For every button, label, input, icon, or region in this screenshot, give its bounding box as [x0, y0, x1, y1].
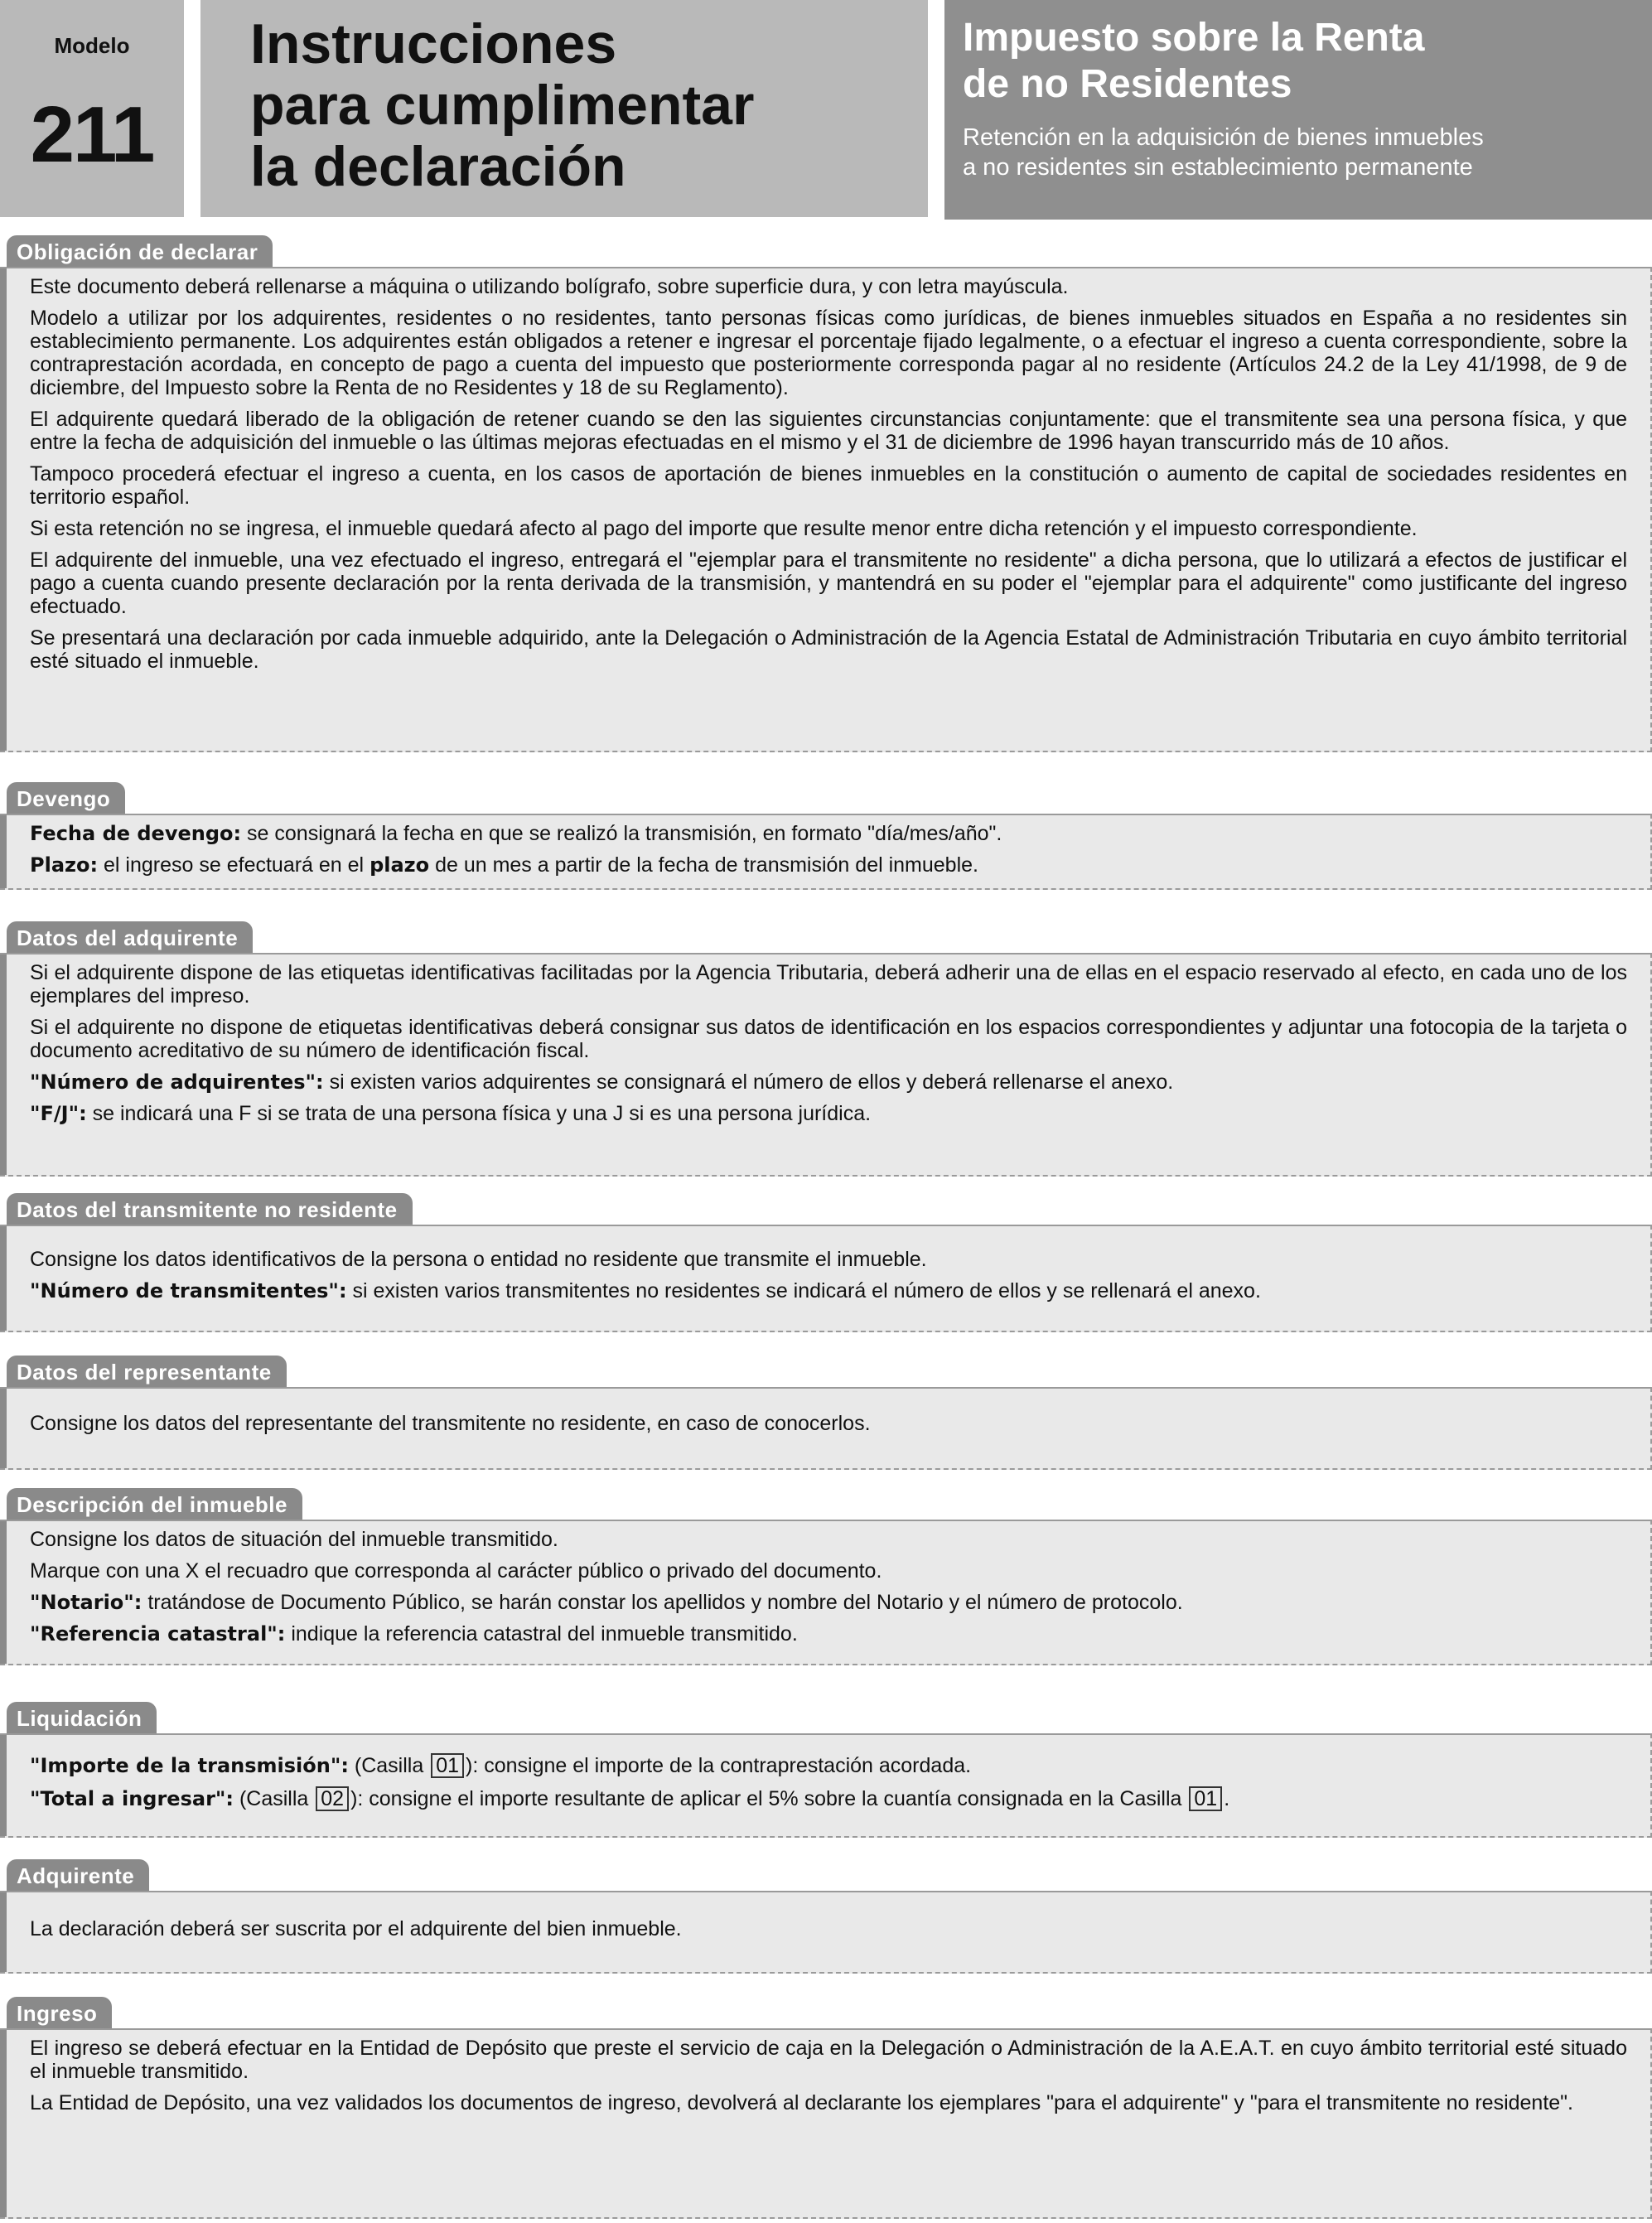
importe-row [30, 1753, 1627, 1778]
section-body [0, 1733, 1652, 1838]
paragraph: Consigne los datos identificativos de la persona o entidad no residente que transmite el inmueble. [30, 1248, 927, 1271]
tax-title [963, 15, 1424, 108]
field-text: ): consigne el importe de la contraprestación acordada. [466, 1754, 972, 1777]
field-label: "F/J": [30, 1102, 87, 1125]
field-text: si existen varios adquirentes se consignará el número de ellos y deberá rellenarse el anexo. [323, 1070, 1174, 1094]
devengo-fecha-row [30, 822, 1627, 845]
section-body [0, 1891, 1652, 1974]
field-label: Plazo: [30, 853, 99, 877]
section-body [0, 1225, 1652, 1332]
paragraph: Consigne los datos del representante del transmitente no residente, en caso de conocerlos. [30, 1412, 871, 1435]
section-title: Liquidación [7, 1702, 157, 1735]
section-title: Datos del representante [7, 1356, 287, 1389]
section-body [0, 953, 1652, 1177]
devengo-plazo-row [30, 853, 1627, 877]
title-line: para cumplimentar [250, 74, 755, 137]
field-text: se indicará una F si se trata de una persona física y una J si es una persona jurídica. [86, 1102, 872, 1125]
field-label: "Número de transmitentes": [30, 1279, 347, 1302]
casilla-01-box: 01 [431, 1753, 464, 1778]
title-line: Instrucciones [250, 12, 617, 75]
fj-row [30, 1102, 1627, 1125]
field-label: Fecha de devengo: [30, 822, 242, 845]
tax-subtitle-line: Retención en la adquisición de bienes inmuebles [963, 124, 1484, 151]
section-title: Ingreso [7, 1997, 112, 2030]
section-title: Adquirente [7, 1859, 149, 1892]
section-title: Datos del transmitente no residente [7, 1193, 413, 1226]
num-adquirentes-row [30, 1070, 1627, 1094]
paragraph: La Entidad de Depósito, una vez validados los documentos de ingreso, devolverá al declarante los ejemplares "para el adquirente" y "para el transmitente no residente". [30, 2091, 1574, 2114]
field-text: de un mes a partir de la fecha de transmisión del inmueble. [429, 853, 978, 877]
paragraph: Marque con una X el recuadro que corresponda al carácter público o privado del documento. [30, 1559, 882, 1583]
tax-title-line: Impuesto sobre la Renta [963, 16, 1425, 60]
notario-row [30, 1591, 1627, 1614]
field-label: "Total a ingresar": [30, 1787, 234, 1810]
field-text: se consignará la fecha en que se realizó la transmisión, en formato "día/mes/año". [241, 822, 1002, 845]
paragraph: El adquirente del inmueble, una vez efectuado el ingreso, entregará el "ejemplar para el transmitente no residente" a dicha persona, que lo utilizará a efectos de justificar el pago a cuenta cuando presente declaración por la renta derivada de la transmisión, y mantendrá en su poder el "ejemplar para el adquirente" como justificante del ingreso efectuado. [30, 549, 1627, 618]
casilla-01-box: 01 [1189, 1786, 1222, 1811]
field-text: . [1224, 1787, 1230, 1810]
field-label: "Referencia catastral": [30, 1622, 286, 1646]
title-line: la declaración [250, 135, 626, 198]
section-title: Datos del adquirente [7, 921, 253, 954]
total-row [30, 1786, 1627, 1811]
field-text: ): consigne el importe resultante de aplicar el 5% sobre la cuantía consignada en la Casilla [350, 1787, 1188, 1810]
field-text: tratándose de Documento Público, se harán constar los apellidos y nombre del Notario y el número de protocolo. [142, 1591, 1183, 1614]
model-box [0, 0, 184, 217]
paragraph: Modelo a utilizar por los adquirentes, residentes o no residentes, tanto personas físicas como jurídicas, de bienes inmuebles situados en España a no residentes sin establecimiento permanente. Los adquirentes están obligados a retener e ingresar el porcentaje fijado legalmente, o a efectuar el ingreso a cuenta correspondiente, sobre la contraprestación acordada, en concepto de pago a cuenta del impuesto que posteriormente corresponda pagar al no residente (Artículos 24.2 de la Ley 41/1998, de 9 de diciembre, del Impuesto sobre la Renta de no Residentes y 18 de su Reglamento). [30, 307, 1627, 399]
paragraph: La declaración deberá ser suscrita por el adquirente del bien inmueble. [30, 1917, 682, 1940]
section-body [0, 267, 1652, 752]
paragraph: El adquirente quedará liberado de la obligación de retener cuando se den las siguientes circunstancias conjuntamente: que el transmitente sea una persona física, y que entre la fecha de adquisición del inmueble o las últimas mejoras efectuadas en el mismo y el 31 de diciembre de 1996 hayan transcurrido más de 10 años. [30, 408, 1627, 454]
page-title [250, 13, 754, 197]
tax-subtitle-line: a no residentes sin establecimiento permanente [963, 154, 1473, 181]
field-label: "Importe de la transmisión": [30, 1754, 349, 1777]
page-header [0, 0, 1652, 220]
ref-catastral-row [30, 1622, 1627, 1646]
paragraph: Se presentará una declaración por cada inmueble adquirido, ante la Delegación o Administración de la Agencia Estatal de Administración Tributaria en cuyo ámbito territorial esté situado el inmueble. [30, 626, 1627, 673]
paragraph: Si el adquirente no dispone de etiquetas identificativas deberá consignar sus datos de identificación en los espacios correspondientes y adjuntar una fotocopia de la tarjeta o documento acreditativo de su número de identificación fiscal. [30, 1016, 1627, 1062]
paragraph: Este documento deberá rellenarse a máquina o utilizando bolígrafo, sobre superficie dura, y con letra mayúscula. [30, 275, 1069, 298]
modelo-number: 211 [30, 90, 154, 179]
field-text: indique la referencia catastral del inmueble transmitido. [285, 1622, 798, 1646]
section-body [0, 1520, 1652, 1665]
paragraph: Tampoco procederá efectuar el ingreso a cuenta, en los casos de aportación de bienes inmuebles en la constitución o aumento de capital de sociedades residentes en territorio español. [30, 462, 1627, 509]
field-text: (Casilla [234, 1787, 315, 1810]
section-title: Descripción del inmueble [7, 1488, 302, 1521]
field-label: "Notario": [30, 1591, 142, 1614]
section-title: Devengo [7, 782, 125, 815]
section-body [0, 1387, 1652, 1470]
tax-subtitle [963, 123, 1484, 182]
num-transmitentes-row [30, 1279, 1627, 1302]
bold-word: plazo [370, 853, 430, 877]
modelo-label: Modelo [54, 33, 130, 58]
title-box [200, 0, 928, 217]
field-label: "Número de adquirentes": [30, 1070, 324, 1094]
section-body [0, 814, 1652, 890]
paragraph: Consigne los datos de situación del inmueble transmitido. [30, 1528, 558, 1551]
paragraph: Si el adquirente dispone de las etiquetas identificativas facilitadas por la Agencia Tributaria, deberá adherir una de ellas en el espacio reservado al efecto, en cada uno de los ejemplares del impreso. [30, 961, 1627, 1008]
paragraph: Si esta retención no se ingresa, el inmueble quedará afecto al pago del importe que resulte menor entre dicha retención y el impuesto correspondiente. [30, 517, 1418, 540]
field-text: si existen varios transmitentes no residentes se indicará el número de ellos y se rellenará el anexo. [346, 1279, 1261, 1302]
paragraph: El ingreso se deberá efectuar en la Entidad de Depósito que preste el servicio de caja en la Delegación o Administración de la A.E.A.T. en cuyo ámbito territorial esté situado el inmueble transmitido. [30, 2037, 1627, 2083]
section-body [0, 2028, 1652, 2219]
field-text: (Casilla [348, 1754, 430, 1777]
field-text: el ingreso se efectuará en el [98, 853, 370, 877]
section-title: Obligación de declarar [7, 235, 273, 268]
casilla-02-box: 02 [316, 1786, 349, 1811]
tax-title-line: de no Residentes [963, 62, 1292, 106]
tax-box [944, 0, 1652, 220]
